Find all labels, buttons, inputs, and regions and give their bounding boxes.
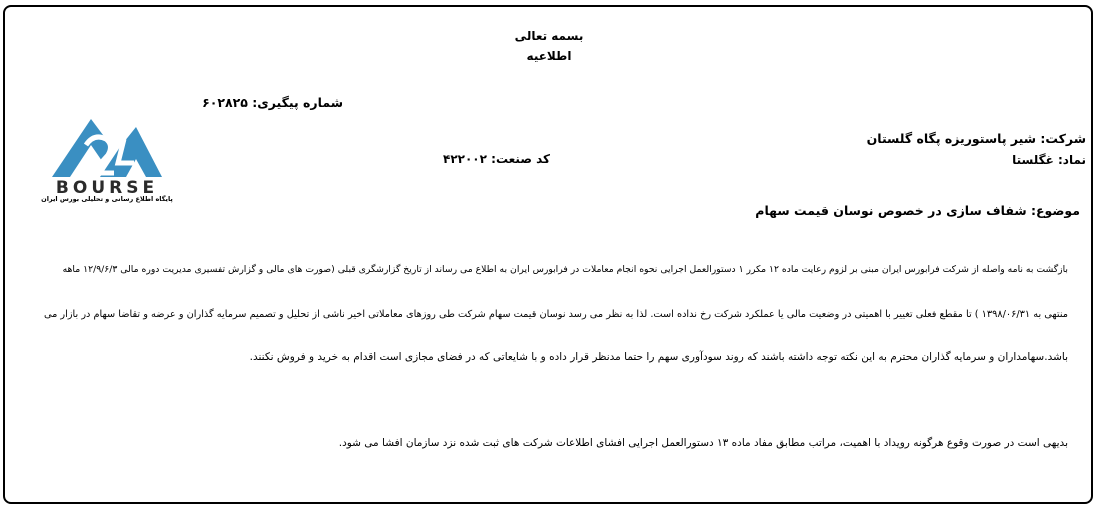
- notice-heading: اطلاعیه: [526, 49, 572, 63]
- company-line: [867, 131, 1086, 146]
- basmala-heading: بسمه تعالی: [514, 29, 584, 43]
- subject-line: [755, 203, 1080, 218]
- subject-text: شفاف سازی در خصوص نوسان قیمت سهام: [755, 203, 1027, 218]
- industry-code-line: [443, 152, 550, 166]
- industry-code-value: ۴۲۲۰۰۲: [443, 152, 487, 166]
- logo-wordmark: BOURSE: [55, 178, 159, 198]
- company-label: شرکت:: [1040, 131, 1086, 146]
- subject-label: موضوع:: [1030, 203, 1080, 218]
- body-paragraph-line-1: بازگشت به نامه واصله از شرکت فرابورس ایران مبنی بر لزوم رعایت ماده ۱۲ مکرر ۱ دستورالعمل اجرایی نحوه انجام معاملات در فرابورس ایران به اطلاع می رساند از تاریخ گزارشگری قبلی (صورت های مالی و گزارش تفسیری مدیریت دوره مالی ۱۲/۹/۶/۳ ماهه: [62, 264, 1068, 275]
- company-name: شیر پاستوریزه پگاه گلستان: [866, 131, 1037, 146]
- document-frame: [3, 5, 1093, 504]
- body-footer-line: بدیهی است در صورت وقوع هرگونه رویداد با اهمیت، مراتب مطابق مفاد ماده ۱۳ دستورالعمل اجرایی افشای اطلاعات شرکت های ثبت شده نزد سازمان افشا می شود.: [338, 437, 1068, 449]
- industry-code-label: کد صنعت:: [491, 152, 550, 166]
- tracking-number: [202, 95, 343, 110]
- logo-caption: پایگاه اطلاع رسانی و تحلیلی بورس ایران: [41, 195, 173, 203]
- body-paragraph-line-2: منتهی به ۱۳۹۸/۰۶/۳۱ ) تا مقطع فعلی تغییر با اهمیتی در وضعیت مالی یا عملکرد شرکت رخ نداده است. لذا به نظر می رسد نوسان قیمت سهام شرکت طی روزهای معاملاتی اخیر ناشی از تحلیل و تصمیم سرمایه گذاران و عرضه و تقاضا سهام در بازار می: [43, 309, 1068, 320]
- symbol-label: نماد:: [1057, 153, 1086, 167]
- bourse-logo: [34, 115, 180, 207]
- tracking-label: شماره پیگیری:: [252, 95, 343, 110]
- symbol-value: غگلستا: [1012, 153, 1054, 167]
- tracking-value: ۶۰۲۸۲۵: [202, 95, 248, 110]
- body-paragraph-line-3: باشد.سهامداران و سرمایه گذاران محترم به این نکته توجه داشته باشند که روند سودآوری سهم را حتما مدنظر قرار داده و با شایعاتی که در فضای مجازی است اقدام به خرید و فروش نکنند.: [249, 351, 1068, 363]
- symbol-line: [1012, 153, 1086, 167]
